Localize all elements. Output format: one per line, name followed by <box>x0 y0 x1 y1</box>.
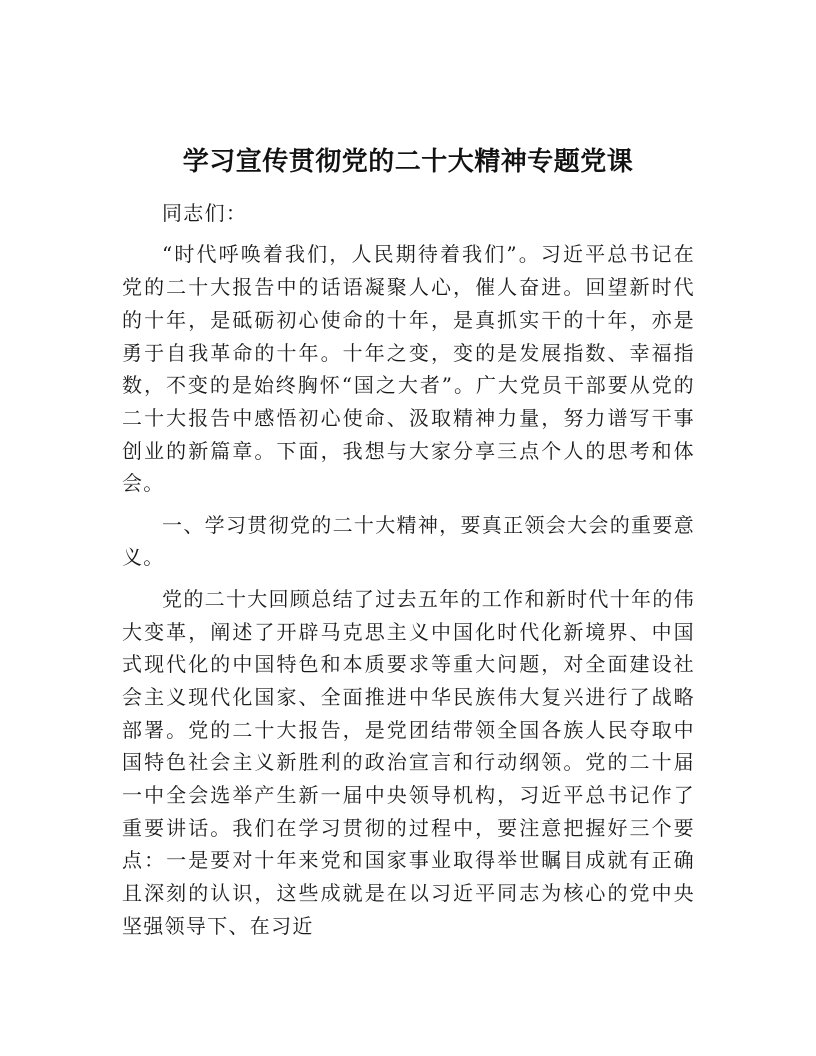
intro-paragraph: “时代呼唤着我们，人民期待着我们”。习近平总书记在党的二十大报告中的话语凝聚人心，催人奋进。回望新时代的十年，是砥砺初心使命的十年，是真抓实干的十年，亦是勇于自我革命的十年。十年之变，变的是发展指数、幸福指数，不变的是始终胸怀“国之大者”。广大党员干部要从党的二十大报告中感悟初心使命、汲取精神力量，努力谱写干事创业的新篇章。下面，我想与大家分享三点个人的思考和体会。 <box>122 242 695 496</box>
section-heading-paragraph: 一、学习贯彻党的二十大精神，要真正领会大会的重要意义。 <box>122 512 695 570</box>
document-title: 学习宣传贯彻党的二十大精神专题党课 <box>182 147 634 177</box>
document-body <box>122 197 695 951</box>
body-paragraph: 党的二十大回顾总结了过去五年的工作和新时代十年的伟大变革，阐述了开辟马克思主义中国化时代化新境界、中国式现代化的中国特色和本质要求等重大问题，对全面建设社会主义现代化国家、全面推进中华民族伟大复兴进行了战略部署。党的二十大报告，是党团结带领全国各族人民夺取中国特色社会主义新胜利的政治宣言和行动纲领。党的二十届一中全会选举产生新一届中央领导机构，习近平总书记作了重要讲话。我们在学习贯彻的过程中，要注意把握好三个要点：一是要对十年来党和国家事业取得举世瞩目成就有正确且深刻的认识，这些成就是在以习近平同志为核心的党中央坚强领导下、在习近 <box>122 586 695 938</box>
salutation-paragraph: 同志们： <box>162 201 248 225</box>
